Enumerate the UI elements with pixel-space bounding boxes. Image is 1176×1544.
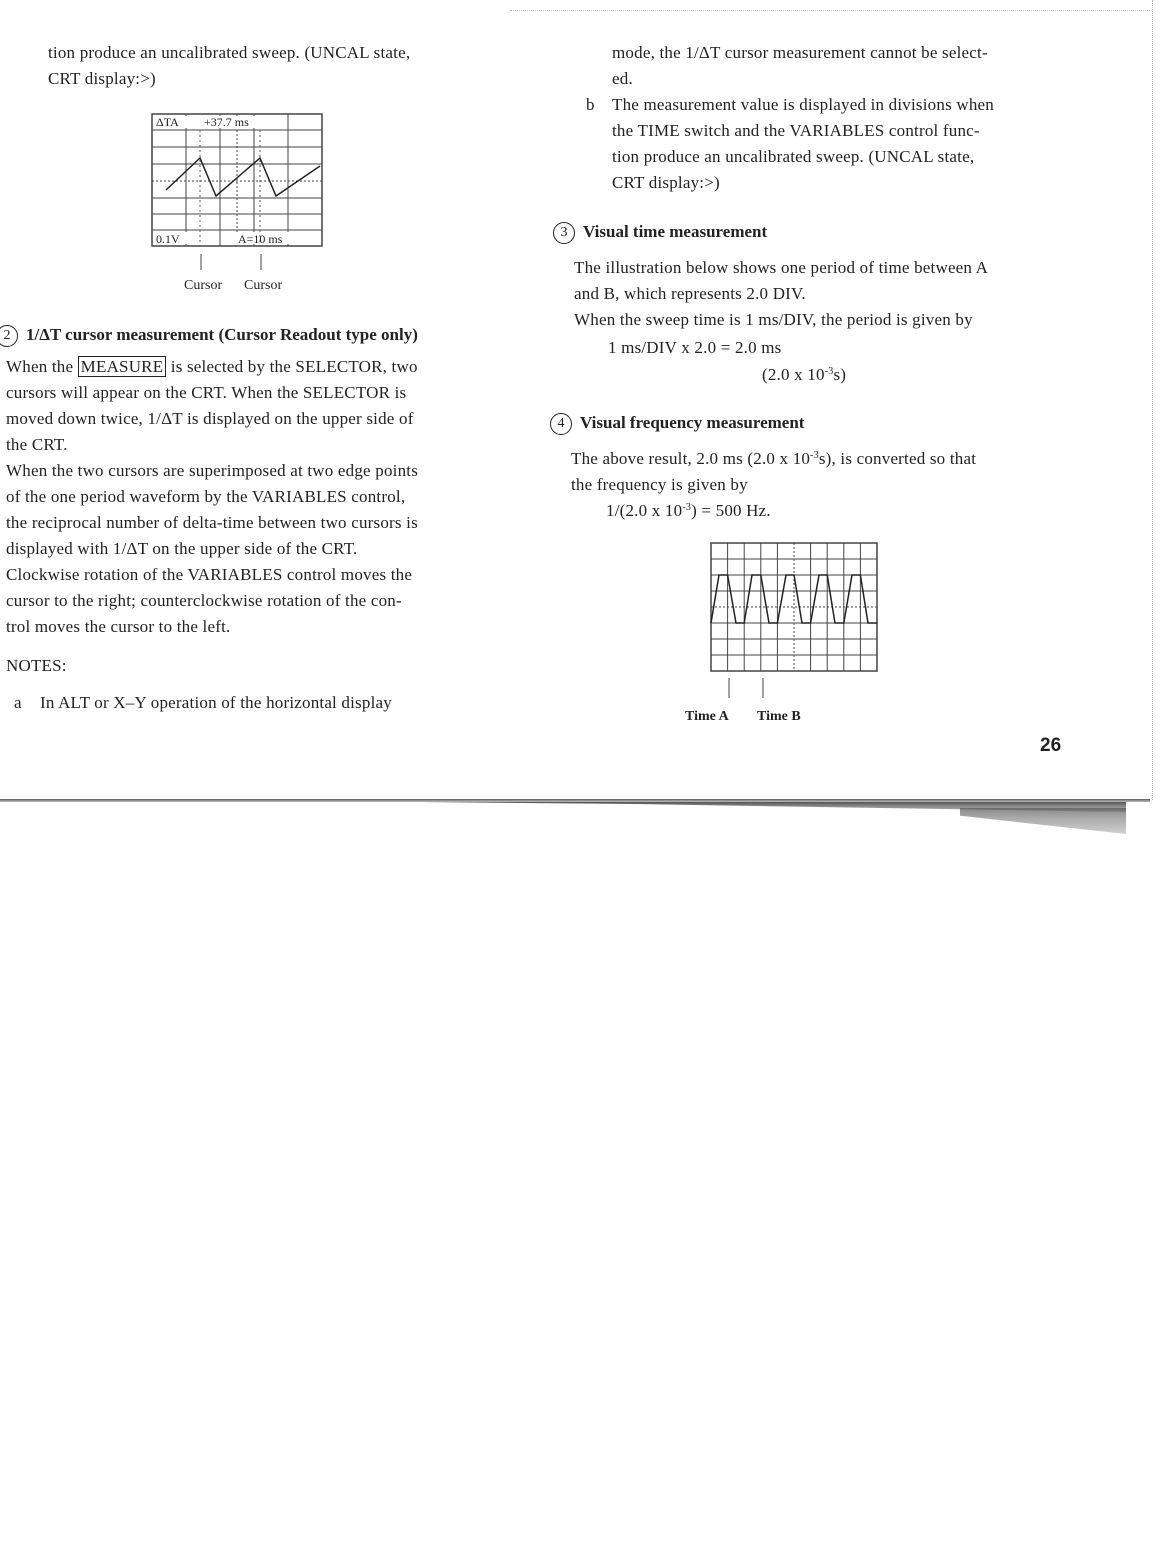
period-formula: 1 ms/DIV x 2.0 = 2.0 ms (608, 338, 782, 357)
time-pointer-lines (720, 676, 780, 700)
section-3-heading (553, 222, 767, 244)
text-line: CRT display:>) (48, 69, 156, 88)
text-line: Clockwise rotation of the VARIABLES control moves the (6, 565, 413, 584)
time-a-label: Time A (685, 709, 729, 724)
text-span: s) (833, 365, 847, 384)
text-line: The measurement value is displayed in divisions when (612, 95, 994, 114)
exponent: -3 (810, 450, 819, 461)
section-number: 2 (0, 325, 18, 347)
section-number: 3 (553, 222, 575, 244)
page-shadow-corner (960, 808, 1126, 834)
text-line: displayed with 1/ΔT on the upper side of the CRT. (6, 539, 358, 558)
text-span: 1/(2.0 x 10 (606, 501, 683, 520)
text-line: CRT display:>) (612, 173, 720, 192)
text-span: s), is converted so that (818, 449, 977, 468)
section-title: 1/ΔT cursor measurement (Cursor Readout type only) (26, 325, 418, 344)
page-bottom-edge (0, 799, 1150, 802)
left-intro (48, 40, 410, 92)
delta-ta-label: ΔTA (156, 115, 179, 129)
volts-div-label: 0.1V (156, 232, 180, 246)
frequency-formula (606, 498, 771, 524)
text-span: The above result, 2.0 ms (2.0 x 10 (571, 449, 811, 468)
time-div-label: A=10 ms (238, 232, 283, 246)
sine-crt-figure (708, 540, 882, 676)
section-2-body (6, 354, 486, 640)
cursor-crt-figure (148, 110, 328, 255)
section-number: 4 (550, 413, 572, 435)
text-line: ed. (612, 69, 633, 88)
section-4-body (571, 446, 976, 498)
text-line: the TIME switch and the VARIABLES control func- (612, 121, 980, 140)
text-line: mode, the 1/ΔT cursor measurement cannot be select- (612, 43, 988, 62)
note-b-marker: b (586, 95, 595, 114)
period-formula-scientific (762, 362, 846, 388)
text-line: the reciprocal number of delta-time between two cursors is (6, 513, 418, 532)
text-line (6, 354, 486, 380)
exponent: -3 (824, 366, 834, 377)
section-title: Visual frequency measurement (580, 413, 805, 432)
right-top (612, 40, 988, 92)
text-line: trol moves the cursor to the left. (6, 617, 231, 636)
note-b-text (612, 92, 994, 196)
cursor-pointer-lines (195, 254, 275, 274)
section-4-heading (550, 413, 804, 435)
text-span: ) = 500 Hz. (691, 501, 771, 520)
exponent: -3 (682, 502, 692, 513)
text-span: is selected by the SELECTOR, two (170, 357, 418, 376)
section-3-body (574, 255, 988, 333)
note-a-marker: a (14, 693, 22, 712)
text-line: cursor to the right; counterclockwise rotation of the con- (6, 591, 402, 610)
section-title: Visual time measurement (583, 222, 768, 241)
text-line: of the one period waveform by the VARIABLES control, (6, 487, 406, 506)
text-line: When the sweep time is 1 ms/DIV, the period is given by (574, 310, 973, 329)
delta-value: +37.7 ms (204, 115, 249, 129)
measure-mode-box: MEASURE (78, 356, 167, 377)
note-a-text: In ALT or X–Y operation of the horizontal display (40, 693, 392, 712)
text-line (571, 446, 976, 472)
text-span: When the (6, 357, 74, 376)
page-right-edge (1152, 0, 1159, 800)
text-line: the frequency is given by (571, 475, 748, 494)
section-2-heading (0, 325, 418, 347)
text-line: and B, which represents 2.0 DIV. (574, 284, 806, 303)
text-line: tion produce an uncalibrated sweep. (UNCAL state, (612, 147, 975, 166)
cursor-caption-1: Cursor (184, 278, 223, 293)
page-top-edge (510, 10, 1150, 11)
cursor-caption-2: Cursor (244, 278, 283, 293)
time-b-label: Time B (757, 709, 801, 724)
text-span: (2.0 x 10 (762, 365, 825, 384)
text-line: cursors will appear on the CRT. When the SELECTOR is (6, 383, 407, 402)
text-line: the CRT. (6, 435, 68, 454)
text-line: moved down twice, 1/ΔT is displayed on the upper side of (6, 409, 414, 428)
text-line: When the two cursors are superimposed at two edge points (6, 461, 419, 480)
notes-title: NOTES: (6, 656, 67, 675)
text-line: The illustration below shows one period of time between A (574, 258, 989, 277)
page-number: 26 (1040, 735, 1062, 756)
text-line: tion produce an uncalibrated sweep. (UNCAL state, (48, 43, 411, 62)
